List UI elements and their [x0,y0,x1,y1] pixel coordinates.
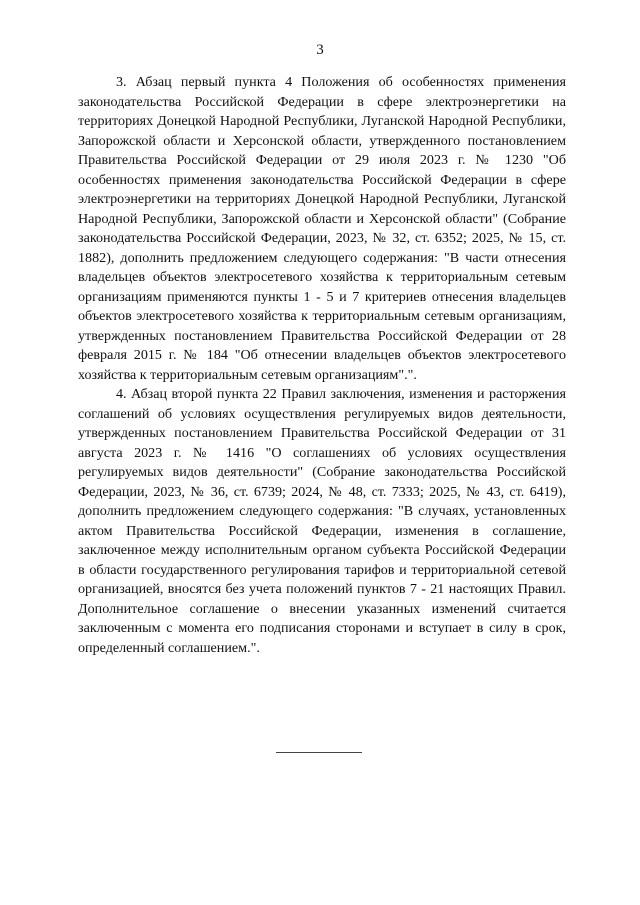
paragraph-item-4: 4. Абзац второй пункта 22 Правил заключения, изменения и расторжения соглашений об условиях осуществления регулируемых видов деятельности, утвержденных постановлением Правительства Российской Федерации от 31 августа 2023 г. № 1416 "О соглашениях об условиях осуществления регулируемых видов деятельности" (Собрание законодательства Российской Федерации, 2023, № 36, ст. 6739; 2024, № 48, ст. 7333; 2025, № 43, ст. 6419), дополнить предложением следующего содержания: "В случаях, установленных актом Правительства Российской Федерации, изменения в соглашение, заключенное между исполнительным органом субъекта Российской Федерации в области государственного регулирования тарифов и территориальной сетевой организацией, вносятся без учета положений пунктов 7 - 21 настоящих Правил. Дополнительное соглашение о внесении указанных изменений считается заключенным с момента его подписания сторонами и вступает в силу в срок, определенный соглашением.". [78,386,566,656]
page-number: 3 [316,42,324,58]
document-body [78,73,566,658]
closing-separator-line [276,752,362,753]
paragraph-item-3: 3. Абзац первый пункта 4 Положения об особенностях применения законодательства Российской Федерации в сфере электроэнергетики на территориях Донецкой Народной Республики, Луганской Народной Республики, Запорожской области и Херсонской области, утвержденного постановлением Правительства Российской Федерации от 29 июля 2023 г. № 1230 "Об особенностях применения законодательства Российской Федерации в сфере электроэнергетики на территориях Донецкой Народной Республики, Луганской Народной Республики, Запорожской области и Херсонской области" (Собрание законодательства Российской Федерации, 2023, № 32, ст. 6352; 2025, № 15, ст. 1882), дополнить предложением следующего содержания: "В части отнесения владельцев объектов электросетевого хозяйства к территориальным сетевым организациям применяются пункты 1 - 5 и 7 критериев отнесения владельцев объектов электросетевого хозяйства к территориальным сетевым организациям, утвержденных постановлением Правительства Российской Федерации от 28 февраля 2015 г. № 184 "Об отнесении владельцев объектов электросетевого хозяйства к территориальным сетевым организациям".". [78,74,566,383]
